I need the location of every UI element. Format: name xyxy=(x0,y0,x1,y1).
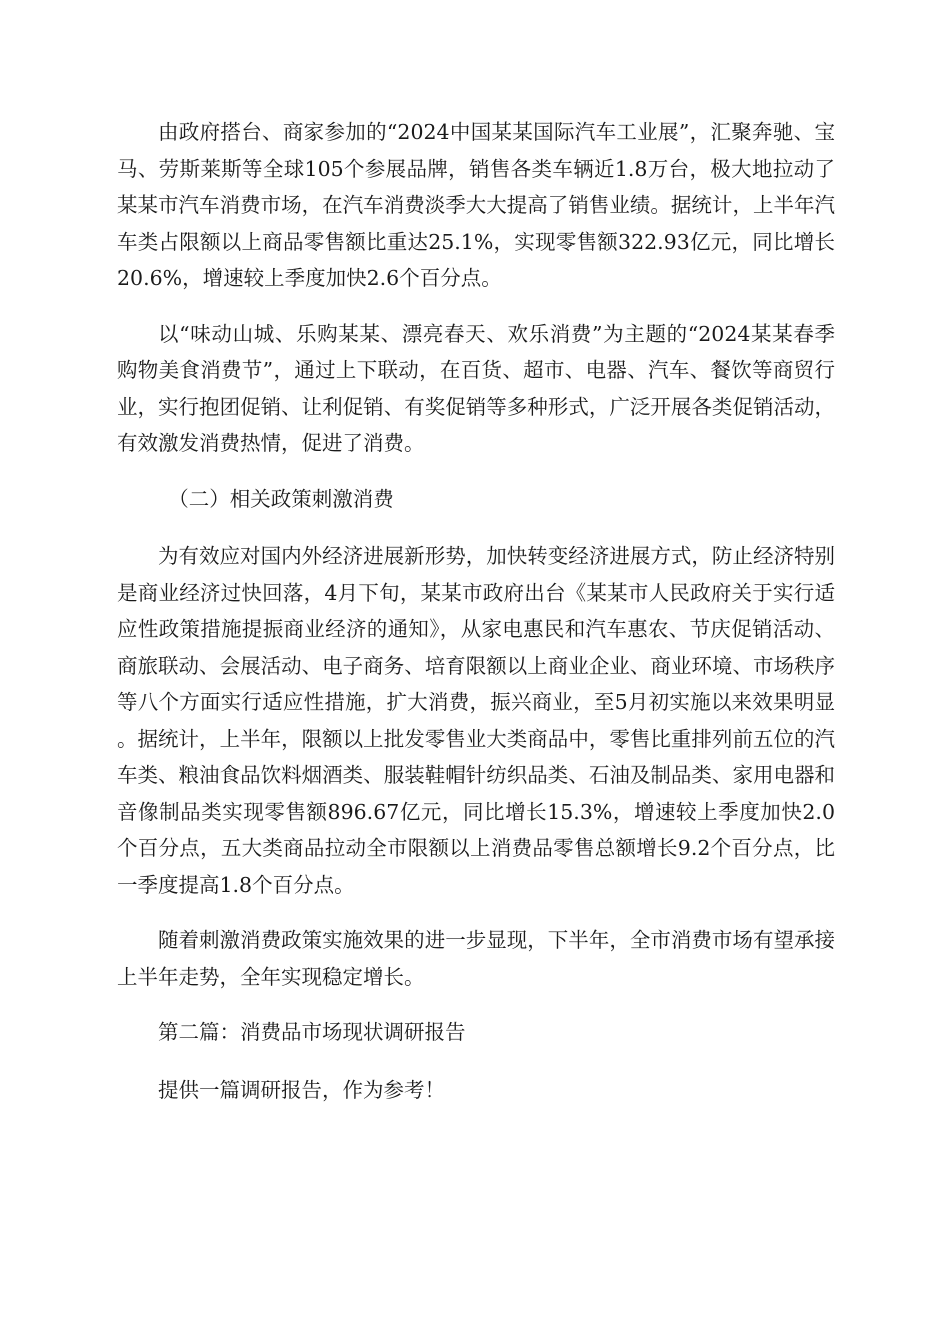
document-body xyxy=(117,114,835,1129)
paragraph-auto-show: 由政府搭台、商家参加的“2024中国某某国际汽车工业展”，汇聚奔驰、宝马、劳斯莱斯等全球105个参展品牌，销售各类车辆近1.8万台，极大地拉动了某某市汽车消费市场，在汽车消费淡季大大提高了销售业绩。据统计，上半年汽车类占限额以上商品零售额比重达25.1%，实现零售额322.93亿元，同比增长20.6%，增速较上季度加快2.6个百分点。 xyxy=(117,120,835,290)
closing-line: 提供一篇调研报告，作为参考！ xyxy=(158,1077,445,1102)
section-heading: （二）相关政策刺激消费 xyxy=(168,486,394,511)
paragraph-policy-stimulus: 为有效应对国内外经济进展新形势，加快转变经济进展方式，防止经济特别是商业经济过快回落，4月下旬，某某市政府出台《某某市人民政府关于实行适应性政策措施提振商业经济的通知》，从家电惠民和汽车惠农、节庆促销活动、商旅联动、会展活动、电子商务、培育限额以上商业企业、商业环境、市场秩序等八个方面实行适应性措施，扩大消费，振兴商业，至5月初实施以来效果明显。据统计，上半年，限额以上批发零售业大类商品中，零售比重排列前五位的汽车类、粮油食品饮料烟酒类、服装鞋帽针纺织品类、石油及制品类、家用电器和音像制品类实现零售额896.67亿元，同比增长15.3%，增速较上季度加快2.0个百分点，五大类商品拉动全市限额以上消费品零售总额增长9.2个百分点，比一季度提高1.8个百分点。 xyxy=(117,544,835,897)
chapter-heading: 第二篇：消费品市场现状调研报告 xyxy=(158,1020,466,1044)
paragraph-shopping-festival: 以“味动山城、乐购某某、漂亮春天、欢乐消费”为主题的“2024某某春季购物美食消费节”，通过上下联动，在百货、超市、电器、汽车、餐饮等商贸行业，实行抱团促销、让利促销、有奖促销等多种形式，广泛开展各类促销活动，有效激发消费热情，促进了消费。 xyxy=(117,321,835,455)
paragraph-outlook: 随着刺激消费政策实施效果的进一步显现，下半年，全市消费市场有望承接上半年走势，全年实现稳定增长。 xyxy=(117,928,835,989)
